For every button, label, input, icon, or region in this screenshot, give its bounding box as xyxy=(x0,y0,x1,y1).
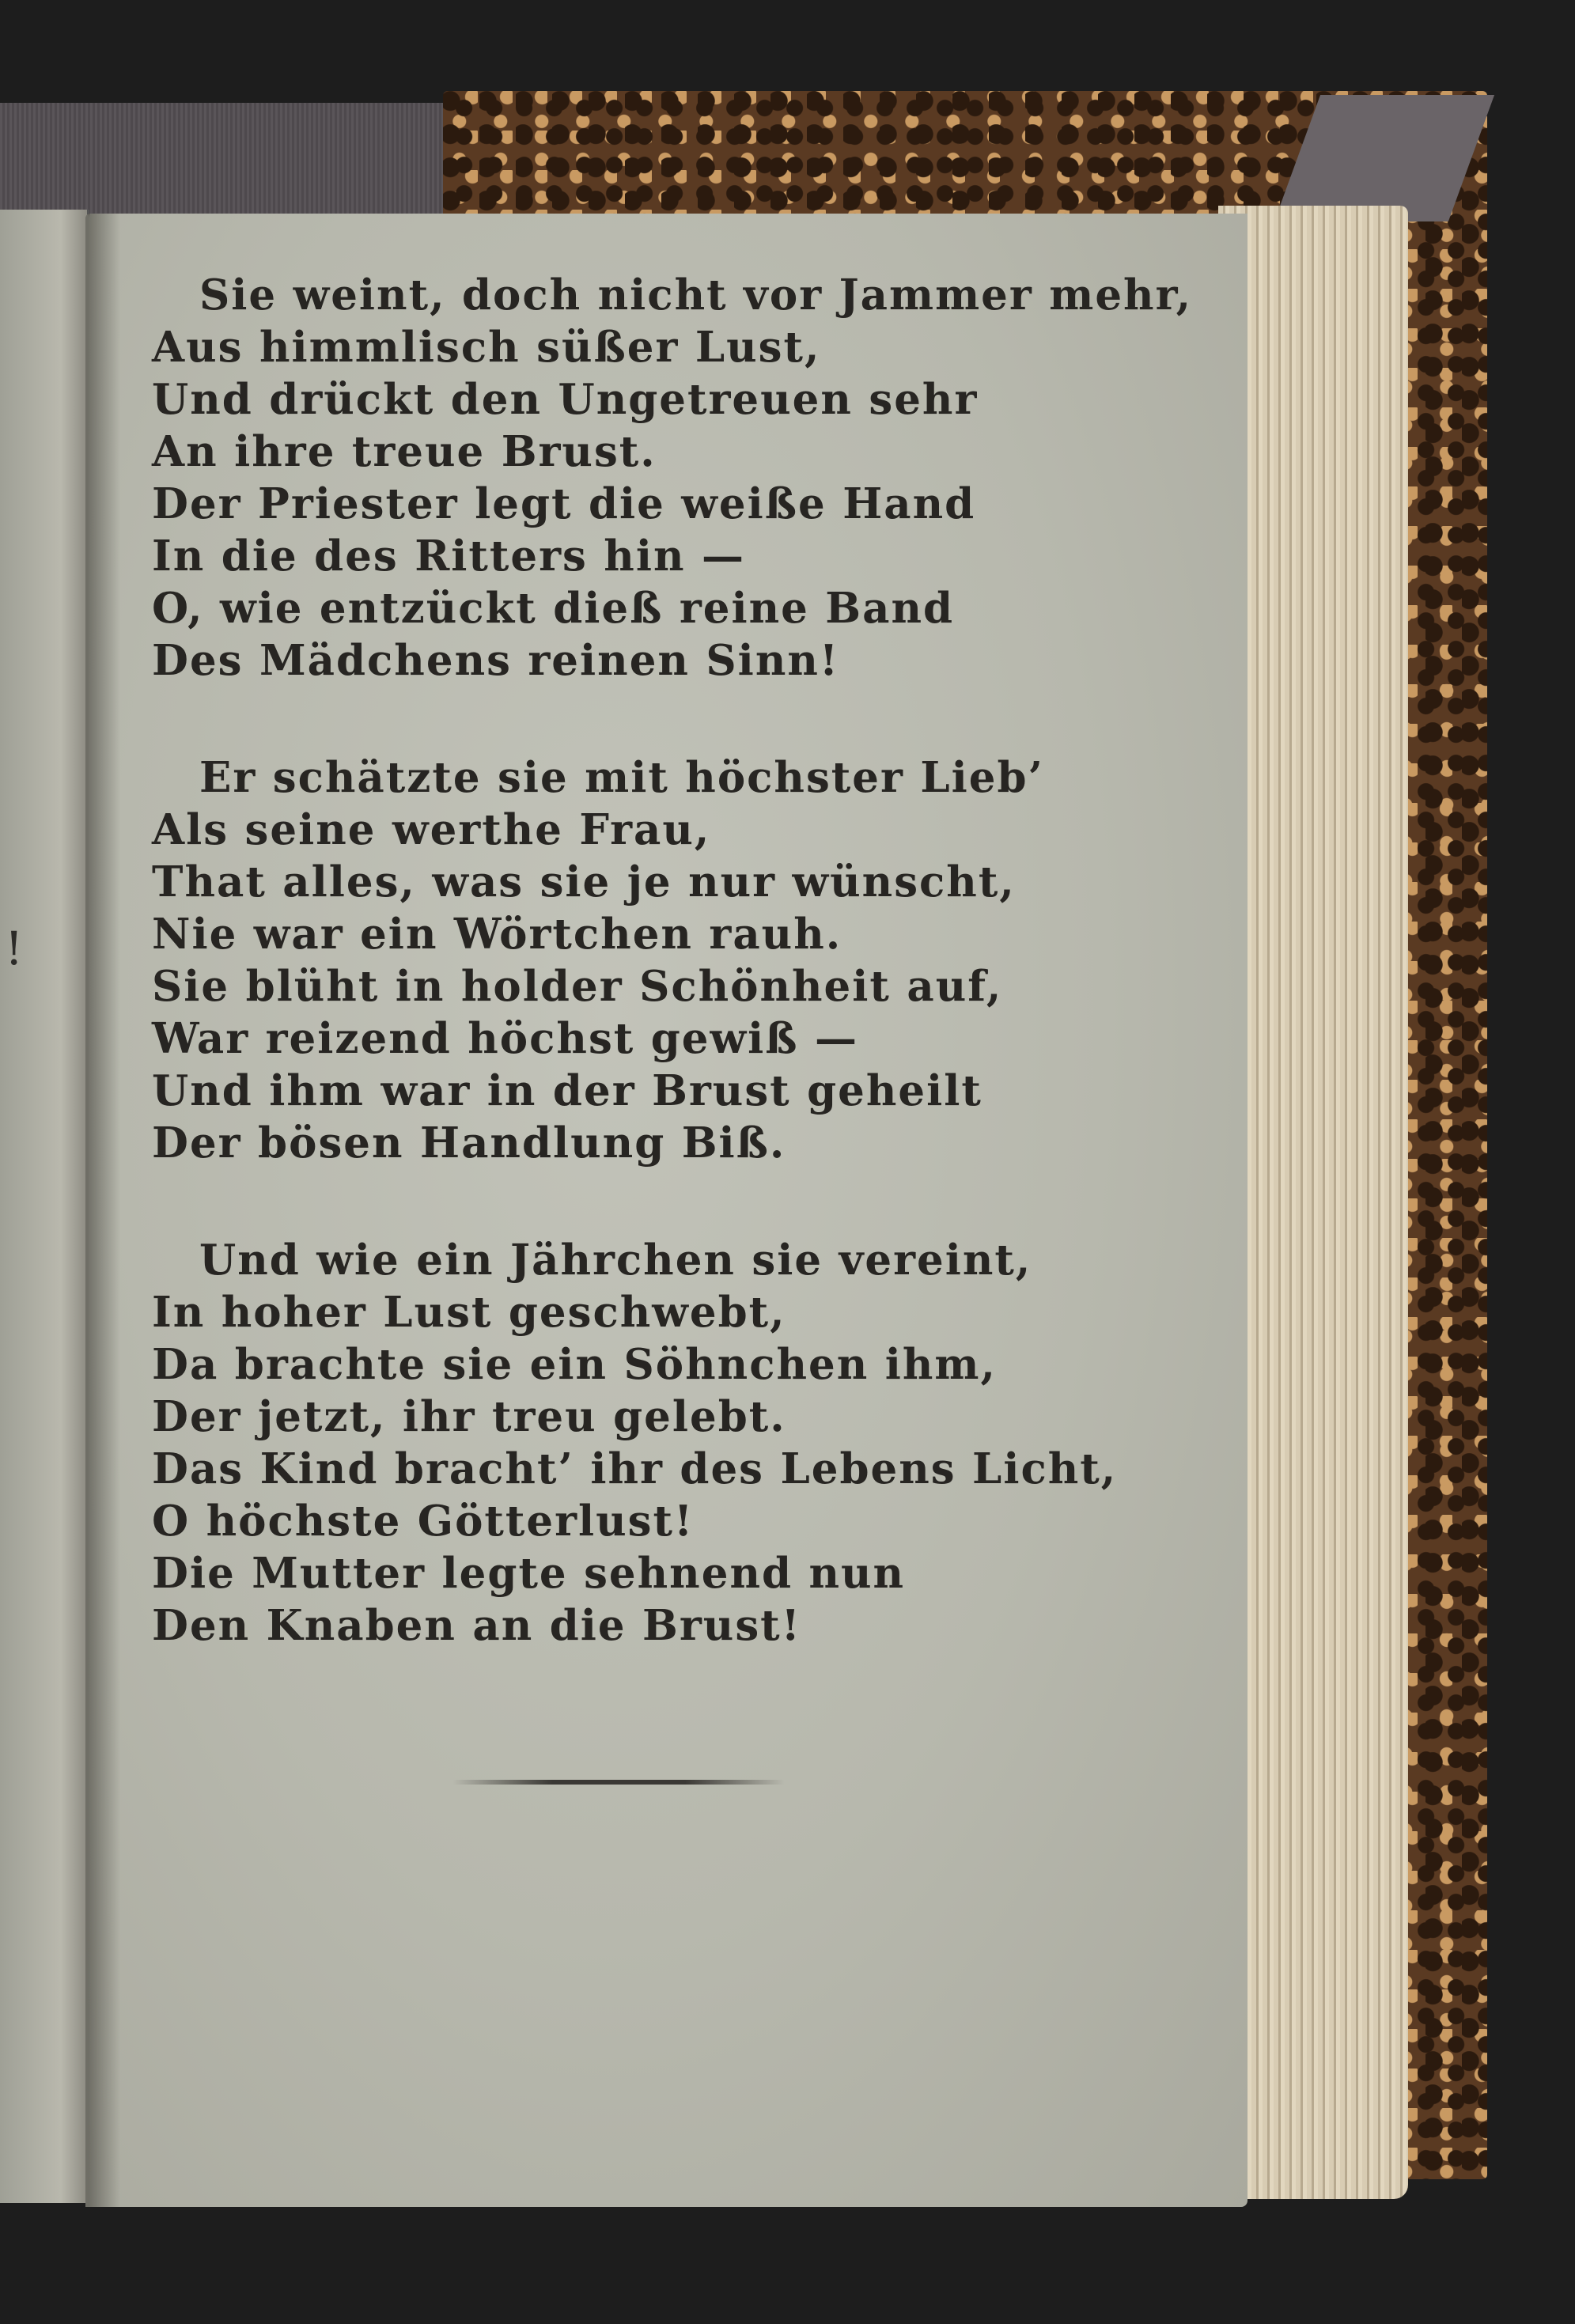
verse-line: Des Mädchens reinen Sinn! xyxy=(152,636,840,685)
stanza xyxy=(152,1234,1180,1652)
verse-line: Der jetzt, ihr treu gelebt. xyxy=(152,1392,786,1441)
stanza xyxy=(152,269,1193,687)
verse-line: Und drückt den Ungetreuen sehr xyxy=(152,375,979,424)
verse-line: Sie weint, doch nicht vor Jammer mehr, xyxy=(199,271,1193,320)
verse-line: Da brachte sie ein Söhnchen ihm, xyxy=(152,1340,997,1389)
cloth-spine xyxy=(0,103,467,221)
verse-line: Das Kind bracht’ ihr des Lebens Licht, xyxy=(152,1444,1118,1493)
verse-line: Sie blüht in holder Schönheit auf, xyxy=(152,962,1003,1011)
verse-line: Die Mutter legte sehnend nun xyxy=(152,1549,906,1598)
verse-line: Nie war ein Wörtchen rauh. xyxy=(152,910,842,959)
verse-line: Den Knaben an die Brust! xyxy=(152,1601,801,1650)
verse-line: Und wie ein Jährchen sie vereint, xyxy=(199,1236,1032,1285)
left-page xyxy=(0,210,89,2203)
verse-line: In hoher Lust geschwebt, xyxy=(152,1288,786,1337)
verse-line: Und ihm war in der Brust geheilt xyxy=(152,1066,982,1115)
verse-line: Er schätzte sie mit höchster Lieb’ xyxy=(199,753,1045,802)
end-rule xyxy=(452,1780,785,1785)
right-page xyxy=(85,214,1248,2207)
verse-line: O, wie entzückt dieß reine Band xyxy=(152,584,955,633)
gutter-shadow xyxy=(89,214,120,2207)
verse-line: Als seine werthe Frau, xyxy=(152,805,711,854)
verse-line: In die des Ritters hin — xyxy=(152,532,745,581)
verse-line: Aus himmlisch süßer Lust, xyxy=(152,323,821,372)
left-page-mark: ! xyxy=(5,922,24,975)
verse-line: War reizend höchst gewiß — xyxy=(152,1014,858,1063)
stanza xyxy=(152,751,1180,1169)
verse-line: That alles, was sie je nur wünscht, xyxy=(152,857,1016,907)
verse-line: Der Priester legt die weiße Hand xyxy=(152,479,976,528)
verse-line: Der bösen Handlung Biß. xyxy=(152,1118,786,1168)
poem-text xyxy=(152,269,1193,1717)
verse-line: An ihre treue Brust. xyxy=(152,427,657,476)
verse-line: O höchste Götterlust! xyxy=(152,1497,695,1546)
